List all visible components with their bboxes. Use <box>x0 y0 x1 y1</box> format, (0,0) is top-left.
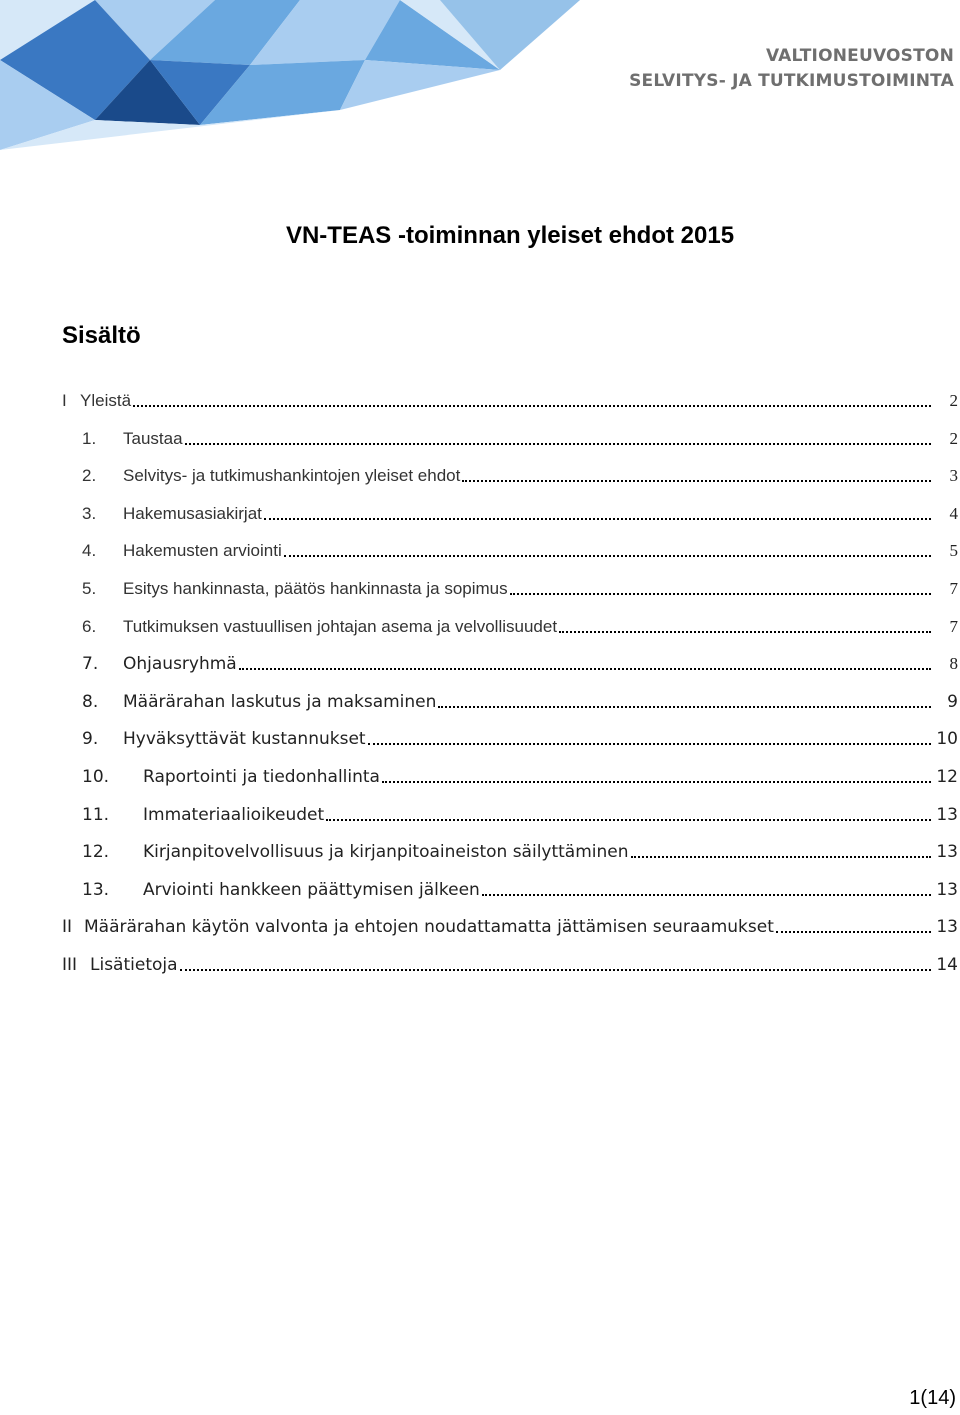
toc-dot-leader <box>382 780 931 783</box>
toc-entry-number: 5. <box>82 579 97 598</box>
toc-entry-label-wrap <box>123 429 932 449</box>
toc-entry-number: 6. <box>82 616 97 636</box>
toc-entry-page: 7 <box>949 616 958 636</box>
toc-entry-label-wrap <box>143 842 932 862</box>
toc-entry-label-wrap <box>123 654 932 674</box>
toc-entry[interactable] <box>0 684 960 712</box>
toc-entry-label: Määrärahan laskutus ja maksaminen <box>123 691 437 712</box>
toc-entry-number: I <box>62 391 67 410</box>
toc-entry-label: Immateriaalioikeudet <box>143 804 325 825</box>
toc-entry[interactable] <box>0 721 960 749</box>
toc-dot-leader <box>133 404 931 407</box>
toc-dot-leader <box>510 592 931 595</box>
toc-dot-leader <box>368 742 931 745</box>
toc-entry-label: Lisätietoja <box>90 955 178 975</box>
toc-entry-label: Hyväksyttävät kustannukset <box>123 729 366 750</box>
toc-entry-label: Tutkimuksen vastuullisen johtajan asema ja velvollisuudet <box>123 616 558 636</box>
toc-entry-label-wrap <box>123 692 932 712</box>
toc-entry-label: Yleistä <box>80 391 132 410</box>
toc-entry-label: Kirjanpitovelvollisuus ja kirjanpitoaineiston säilyttäminen <box>143 842 629 863</box>
toc-entry-number: 13. <box>82 879 110 900</box>
toc-entry-page: 10 <box>936 729 958 750</box>
toc-entry-page: 14 <box>936 955 958 975</box>
toc-dot-leader <box>438 705 931 708</box>
toc-dot-leader <box>482 893 931 896</box>
toc-entry-number: 12. <box>82 842 110 863</box>
toc-entry-label: Hakemusasiakirjat <box>123 503 262 523</box>
toc-entry[interactable] <box>0 872 960 900</box>
toc-entry-page: 13 <box>936 879 958 900</box>
toc-dot-leader <box>776 930 931 933</box>
toc-entry-page: 7 <box>949 579 958 598</box>
toc-entry-label-wrap <box>143 880 932 900</box>
toc-entry-page: 13 <box>936 917 958 938</box>
toc-dot-leader <box>185 442 931 445</box>
toc-entry-page: 4 <box>949 503 958 523</box>
org-line-1: VALTIONEUVOSTON <box>765 46 954 66</box>
toc-entry-label-wrap <box>143 805 932 825</box>
organization-logo-text <box>629 44 954 94</box>
toc-entry[interactable] <box>0 834 960 862</box>
toc-entry-page: 5 <box>949 541 958 561</box>
toc-entry-number: 10. <box>82 767 110 787</box>
toc-dot-leader <box>180 968 931 971</box>
toc-entry[interactable] <box>0 458 960 486</box>
toc-entry-number: III <box>62 955 78 975</box>
toc-entry-number: 11. <box>82 804 110 825</box>
toc-entry[interactable] <box>0 909 960 937</box>
toc-dot-leader <box>239 667 931 670</box>
toc-entry-page: 8 <box>949 654 958 674</box>
toc-entry-page: 2 <box>949 428 958 448</box>
toc-entry-label-wrap <box>123 579 932 599</box>
toc-entry-page: 2 <box>949 391 958 410</box>
toc-entry-page: 3 <box>949 466 958 486</box>
toc-entry[interactable] <box>0 609 960 637</box>
toc-entry-label: Arviointi hankkeen päättymisen jälkeen <box>143 879 480 900</box>
toc-dot-leader <box>559 630 931 633</box>
toc-dot-leader <box>631 855 931 858</box>
toc-dot-leader <box>462 479 931 482</box>
toc-entry-label: Esitys hankinnasta, päätös hankinnasta ja sopimus <box>123 579 508 598</box>
document-title: VN-TEAS -toiminnan yleiset ehdot 2015 <box>285 222 735 249</box>
toc-entry-label-wrap <box>123 729 932 749</box>
toc-entry-label-wrap <box>84 917 932 937</box>
toc-entry-label-wrap <box>123 504 932 524</box>
toc-entry-number: 2. <box>82 466 97 486</box>
toc-dot-leader <box>326 818 931 821</box>
toc-dot-leader <box>284 554 931 557</box>
toc-entry-page: 13 <box>936 804 958 825</box>
toc-entry-number: 9. <box>82 729 99 750</box>
toc-entry-label: Hakemusten arviointi <box>123 541 282 561</box>
toc-entry-label-wrap <box>123 466 932 486</box>
toc-entry[interactable] <box>0 383 960 411</box>
toc-entry[interactable] <box>0 646 960 674</box>
toc-heading: Sisältö <box>62 322 141 349</box>
toc-entry-number: 7. <box>82 654 99 675</box>
toc-entry-number: 4. <box>82 541 97 561</box>
toc-entry-label: Raportointi ja tiedonhallinta <box>143 767 380 787</box>
toc-entry-label-wrap <box>80 391 932 411</box>
toc-entry[interactable] <box>0 496 960 524</box>
toc-entry-label: Ohjausryhmä <box>123 654 237 675</box>
toc-entry[interactable] <box>0 571 960 599</box>
toc-entry-page: 12 <box>936 767 958 787</box>
header-logo-graphic <box>0 0 600 160</box>
toc-dot-leader <box>264 517 931 520</box>
toc-entry-label: Määrärahan käytön valvonta ja ehtojen noudattamatta jättämisen seuraamukset <box>84 917 774 938</box>
toc-entry-label-wrap <box>123 541 932 561</box>
toc-entry-label: Taustaa <box>123 428 183 448</box>
toc-entry-label: Selvitys- ja tutkimushankintojen yleiset ehdot <box>123 466 461 486</box>
toc-entry[interactable] <box>0 533 960 561</box>
toc-entry-number: II <box>62 917 73 938</box>
toc-entry[interactable] <box>0 947 960 975</box>
toc-entry-label-wrap <box>90 955 932 975</box>
page-number: 1(14) <box>909 1387 956 1409</box>
toc-entry-page: 9 <box>947 691 958 712</box>
toc-entry-number: 1. <box>82 428 97 448</box>
toc-entry[interactable] <box>0 421 960 449</box>
toc-entry[interactable] <box>0 759 960 787</box>
toc-entry-label-wrap <box>143 767 932 787</box>
toc-entry[interactable] <box>0 797 960 825</box>
toc-entry-label-wrap <box>123 617 932 637</box>
toc-entry-page: 13 <box>936 842 958 863</box>
org-line-2: SELVITYS- JA TUTKIMUSTOIMINTA <box>629 71 954 91</box>
toc-entry-number: 3. <box>82 503 97 523</box>
toc-entry-number: 8. <box>82 691 99 712</box>
